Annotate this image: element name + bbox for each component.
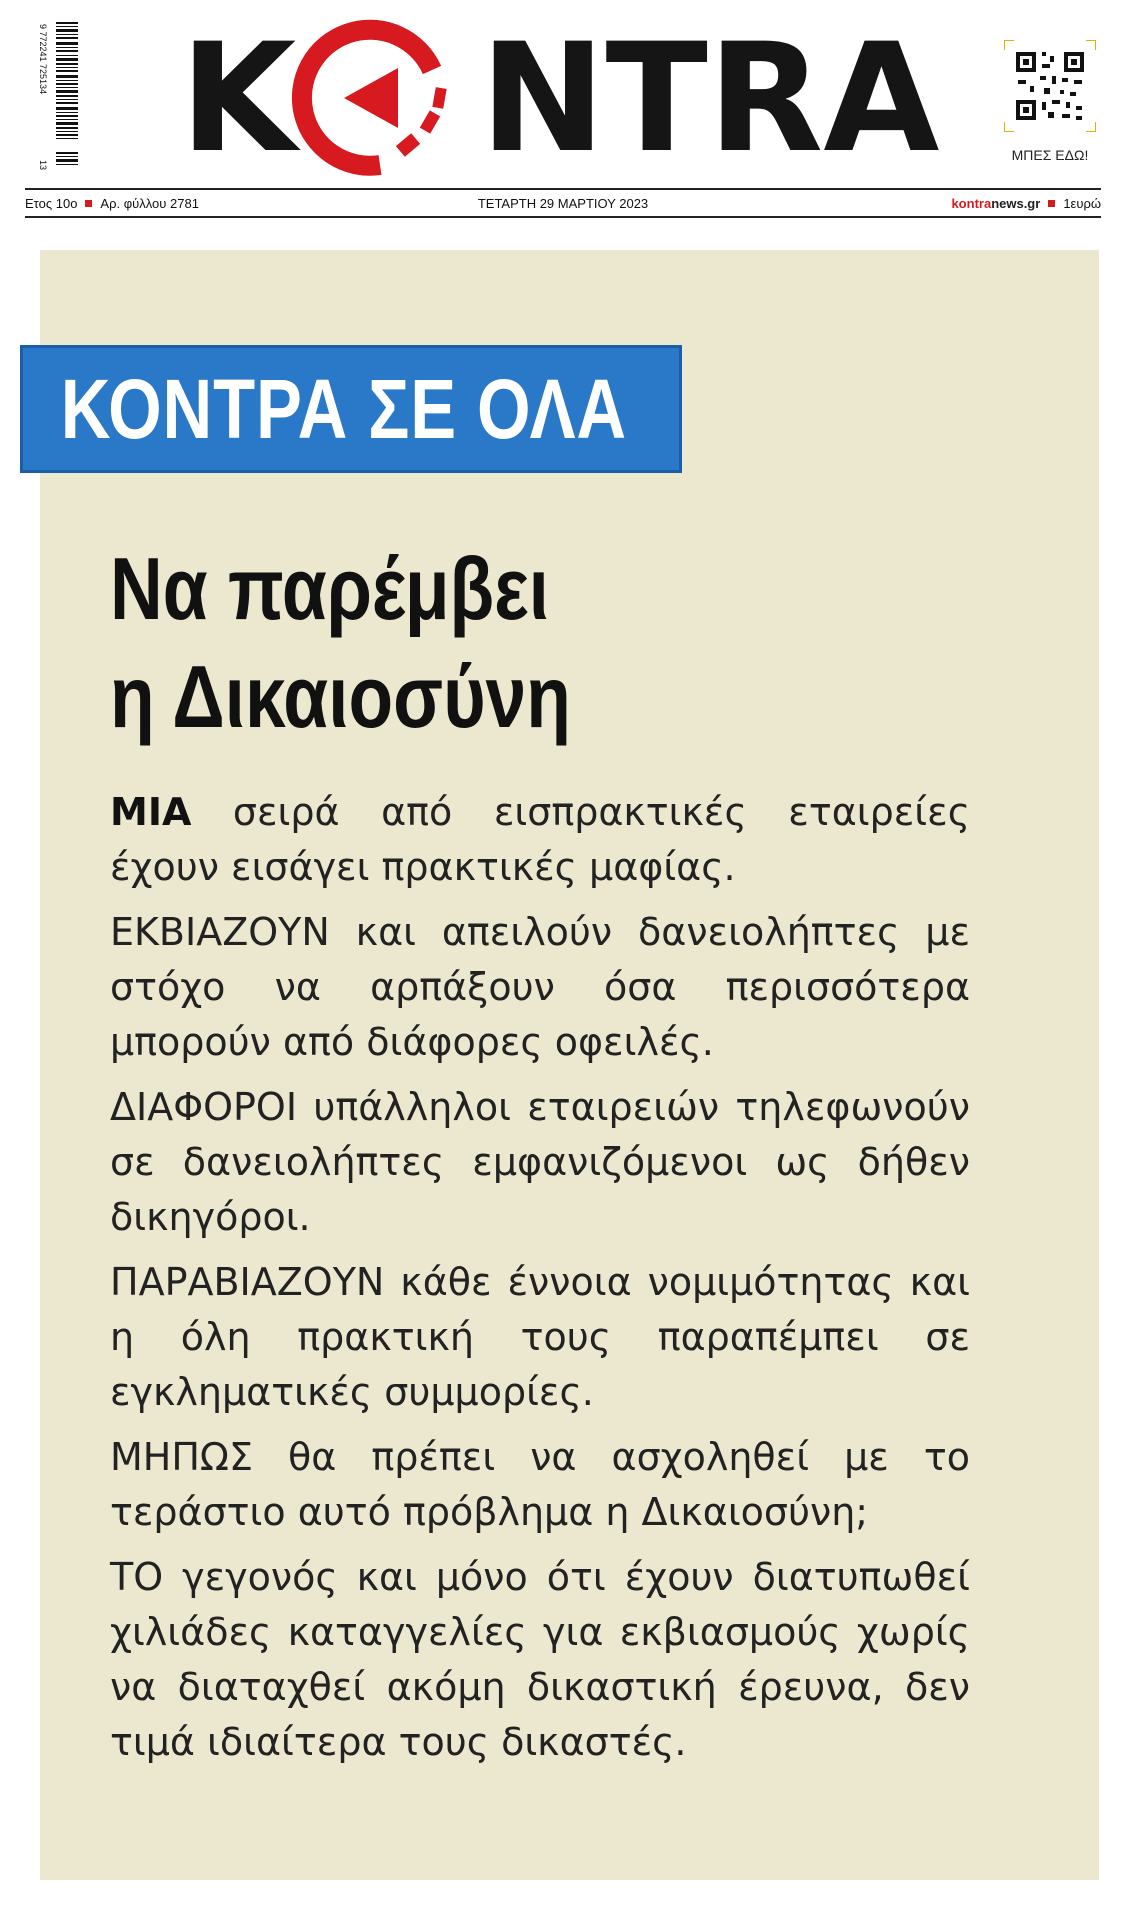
paragraph [110, 1550, 970, 1770]
paragraph [110, 785, 970, 895]
paragraph-lead: ΜΙΑ [110, 790, 192, 834]
svg-text:NTRA: NTRA [480, 12, 940, 178]
article-headline [110, 535, 1010, 751]
paragraph-lead: ΕΚΒΙΑΖΟΥΝ [110, 910, 330, 954]
site-info [951, 196, 1101, 211]
qr-code[interactable] [1004, 40, 1096, 132]
barcode-suffix: 13 [38, 160, 48, 171]
issue-date: ΤΕΤΑΡΤΗ 29 ΜΑΡΤΙΟΥ 2023 [477, 196, 649, 211]
site-link[interactable]: kontranews.gr [951, 196, 1041, 211]
paragraph-text: γεγονός και μόνο ότι έχουν διατυπωθεί χιλιάδες καταγγελίες για εκβιασμούς χωρίς να διαταχθεί ακόμη δικαστική έρευνα, δεν τιμά ιδιαίτερα τους δικαστές. [110, 1555, 970, 1764]
paragraph-lead: ΔΙΑΦΟΡΟΙ [110, 1085, 298, 1129]
paragraph-text: υπάλληλοι εταιρειών τηλεφωνούν σε δανειολήπτες εμφανιζόμενοι ως δήθεν δικηγόροι. [110, 1085, 970, 1239]
play-ring-icon [302, 30, 447, 166]
paragraph-lead: ΠΑΡΑΒΙΑΖΟΥΝ [110, 1260, 385, 1304]
issue-number: Αρ. φύλλου 2781 [100, 196, 199, 211]
year-label: Ετος 10ο [25, 196, 78, 211]
section-banner-label: ΚΟΝΤΡΑ ΣΕ ΟΛΑ [60, 361, 627, 456]
paragraph-text: κάθε έννοια νομιμότητας και η όλη πρακτική τους παραπέμπει σε εγκληματικές συμμορίες. [110, 1260, 970, 1414]
top-rule [25, 188, 1101, 190]
barcode [30, 22, 78, 174]
kontra-logo [180, 8, 950, 178]
qr-caption: ΜΠΕΣ ΕΔΩ! [1011, 147, 1089, 163]
paragraph [110, 905, 970, 1070]
svg-text:K: K [180, 12, 297, 178]
paragraph-text: θα πρέπει να ασχοληθεί με το τεράστιο αυτό πρόβλημα η Δικαιοσύνη; [110, 1435, 970, 1534]
barcode-digits: 9 772241 725134 [38, 24, 48, 95]
dateline [25, 193, 1101, 215]
article-body [110, 785, 970, 1780]
bottom-rule [25, 216, 1101, 218]
paragraph-text: και απειλούν δανειολήπτες με στόχο να αρπάξουν όσα περισσότερα μπορούν από διάφορες οφειλές. [110, 910, 970, 1064]
headline-line-2: η Δικαιοσύνη [110, 647, 571, 746]
paragraph-text: σειρά από εισπρακτικές εταιρείες έχουν εισάγει πρακτικές μαφίας. [110, 790, 970, 889]
headline-line-1: Να παρέμβει [110, 539, 550, 638]
paragraph [110, 1080, 970, 1245]
section-banner [20, 345, 682, 473]
paragraph [110, 1255, 970, 1420]
paragraph-lead: ΤΟ [110, 1555, 164, 1599]
bullet-icon [1048, 200, 1055, 207]
paragraph-lead: ΜΗΠΩΣ [110, 1435, 253, 1479]
price: 1ευρώ [1063, 196, 1101, 211]
paragraph [110, 1430, 970, 1540]
